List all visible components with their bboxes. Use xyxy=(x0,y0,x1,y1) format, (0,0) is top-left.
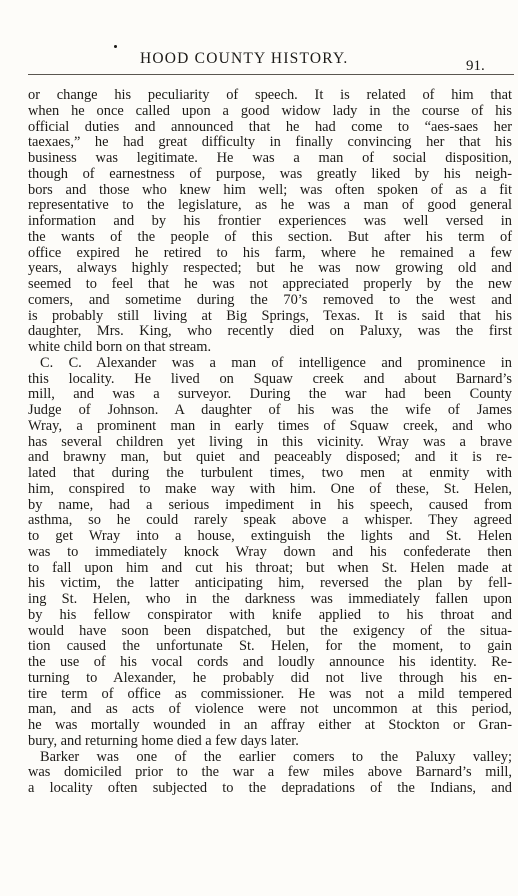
text-line: his victim, the latter anticipating him, reversed the plan by fell- xyxy=(28,575,512,592)
text-line: by his fellow conspirator with knife applied to his throat and xyxy=(28,606,512,623)
text-line: turning to Alexander, he probably did not live through his en- xyxy=(28,669,512,686)
text-line: this locality. He lived on Squaw creek and about Barnard’s xyxy=(28,370,512,387)
text-line: him, conspired to make way with him. One of these, St. Helen, xyxy=(28,480,512,497)
text-line: and brawny man, but quiet and peaceably disposed; and it is re- xyxy=(28,449,512,466)
text-line: to fall upon him and cut his throat; but when St. Helen made at xyxy=(28,559,512,576)
text-line: a locality often subjected to the depradations of the Indians, and xyxy=(28,780,512,796)
text-line: Barker was one of the earlier comers to the Paluxy valley; xyxy=(40,748,512,765)
text-line: seemed to feel that he was not appreciated properly by the new xyxy=(28,276,512,292)
text-line: Judge of Johnson. A daughter of his was the wife of James xyxy=(28,402,512,418)
text-line: daughter, Mrs. King, who recently died on Paluxy, was the first xyxy=(28,323,512,340)
text-line: official duties and announced that he had come to “aes-saes her xyxy=(28,118,512,135)
text-line: bury, and returning home died a few days later. xyxy=(28,732,299,749)
page-header xyxy=(0,50,518,76)
text-line: would have soon been dispatched, but the exigency of the situa- xyxy=(28,622,512,639)
text-line: tire term of office as commissioner. He was not a mild tempered xyxy=(28,685,512,702)
page-number: 91. xyxy=(466,58,485,74)
text-line: the use of his vocal cords and loudly announce his identity. Re- xyxy=(28,654,512,670)
text-line: lated that during the turbulent times, two men at enmity with xyxy=(28,465,512,481)
text-line: was to immediately knock Wray down and his confederate then xyxy=(28,543,512,560)
text-line: is probably still living at Big Springs, Texas. It is said that his xyxy=(28,307,512,324)
text-line: years, always highly respected; but he was now growing old and xyxy=(28,260,512,277)
text-line: to get Wray into a house, extinguish the lights and St. Helen xyxy=(28,528,512,544)
text-line: taexaes,” he had great difficulty in finally convincing her that his xyxy=(28,134,512,151)
text-line: Wray, a prominent man in early times of Squaw creek, and who xyxy=(28,417,512,434)
text-line: has several children yet living in this vicinity. Wray was a brave xyxy=(28,433,512,450)
running-title: HOOD COUNTY HISTORY. xyxy=(140,50,349,67)
text-line: man, and as acts of violence were not uncommon at this period, xyxy=(28,701,512,718)
text-line: though of earnestness of purpose, was greatly liked by his neigh- xyxy=(28,165,512,182)
text-line: was domiciled prior to the war a few miles above Barnard’s mill, xyxy=(28,764,512,781)
text-line: information and by his frontier experiences was well versed in xyxy=(28,213,512,229)
text-line: representative to the legislature, as he was a man of good general xyxy=(28,197,512,214)
text-line: when he once called upon a good widow lady in the course of his xyxy=(28,102,512,119)
text-line: office expired he retired to his farm, where he remained a few xyxy=(28,244,512,261)
text-line: ing St. Helen, who in the darkness was immediately fallen upon xyxy=(28,591,512,607)
text-line: C. C. Alexander was a man of intelligence and prominence in xyxy=(40,354,512,371)
body-text xyxy=(28,88,512,797)
text-line: business was legitimate. He was a man of social disposition, xyxy=(28,150,512,166)
text-line: asthma, so he could rarely speak above a whisper. They agreed xyxy=(28,512,512,529)
text-line: he was mortally wounded in an affray either at Stockton or Gran- xyxy=(28,717,512,733)
text-line: by name, had a serious impediment in his speech, caused from xyxy=(28,496,512,513)
text-line: the wants of the people of this section. But after his term of xyxy=(28,228,512,245)
text-line: mill, and was a surveyor. During the war had been County xyxy=(28,386,512,403)
decorative-dot xyxy=(114,45,117,48)
text-line: white child born on that stream. xyxy=(28,339,212,355)
text-line: tion caused the unfortunate St. Helen, for the moment, to gain xyxy=(28,638,512,655)
text-line: comers, and sometime during the 70’s removed to the west and xyxy=(28,291,512,308)
text-line: bors and those who knew him well; was often spoken of as a fit xyxy=(28,181,512,198)
header-rule xyxy=(28,74,514,75)
text-line: or change his peculiarity of speech. It is related of him that xyxy=(28,87,512,103)
